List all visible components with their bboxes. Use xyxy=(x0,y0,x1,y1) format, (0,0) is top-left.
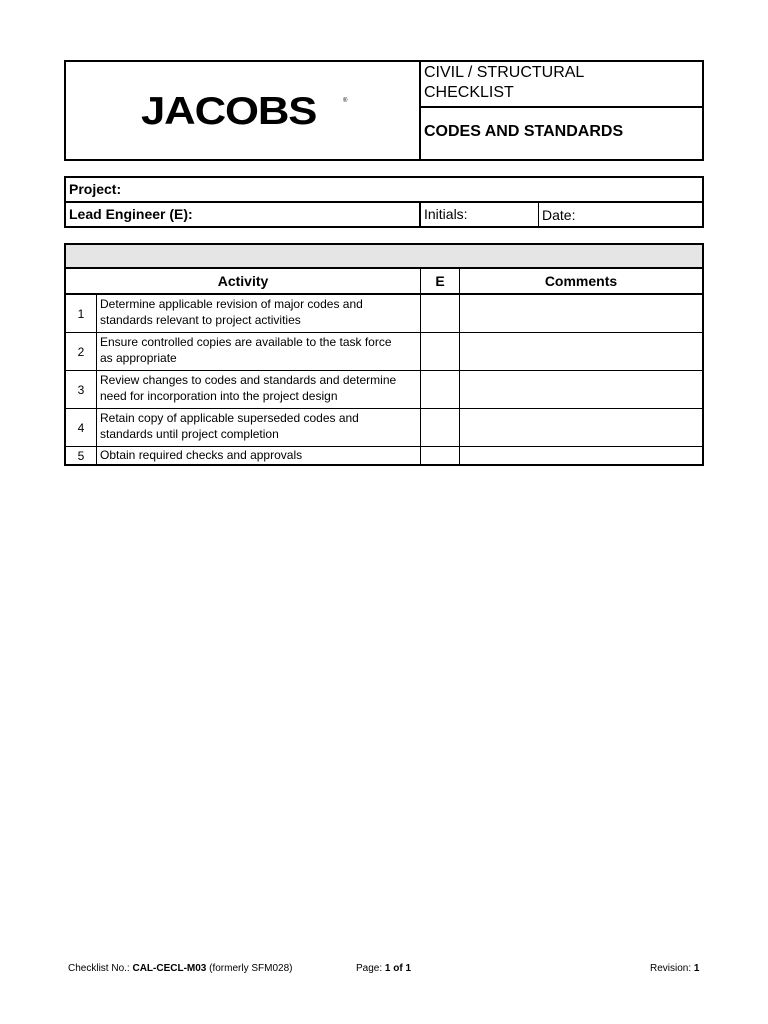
row-number: 3 xyxy=(66,371,97,408)
document-header xyxy=(64,60,704,161)
registered-mark: ® xyxy=(343,98,348,104)
engineer-check-cell[interactable] xyxy=(421,447,460,464)
column-header-activity: Activity xyxy=(66,269,421,295)
checklist-table xyxy=(64,243,704,466)
activity-text: Ensure controlled copies are available to the task force as appropriate xyxy=(97,333,421,370)
project-label: Project: xyxy=(69,181,122,197)
activity-text: Determine applicable revision of major codes and standards relevant to project activities xyxy=(97,295,421,332)
revision xyxy=(650,963,699,975)
activity-text: Obtain required checks and approvals xyxy=(97,447,421,464)
table-row xyxy=(66,447,702,464)
row-number: 1 xyxy=(66,295,97,332)
row-number: 4 xyxy=(66,409,97,446)
page-label: Page: xyxy=(356,963,383,974)
table-row xyxy=(66,371,702,409)
engineer-check-cell[interactable] xyxy=(421,333,460,370)
comments-cell[interactable] xyxy=(460,295,702,332)
document-type-line2: CHECKLIST xyxy=(424,84,514,101)
engineer-check-cell[interactable] xyxy=(421,371,460,408)
comments-cell[interactable] xyxy=(460,371,702,408)
revision-value: 1 xyxy=(693,963,700,974)
checklist-number xyxy=(68,963,293,975)
table-row xyxy=(66,295,702,333)
page-value: 1 of 1 xyxy=(384,963,412,974)
table-row xyxy=(66,409,702,447)
page-number xyxy=(356,963,411,975)
document-type-line1: CIVIL / STRUCTURAL xyxy=(424,64,585,81)
document-title: CODES AND STANDARDS xyxy=(424,123,624,140)
row-number: 2 xyxy=(66,333,97,370)
checklist-former-number: (formerly SFM028) xyxy=(209,963,293,974)
date-field[interactable] xyxy=(539,203,702,226)
project-info xyxy=(64,176,704,228)
lead-engineer-label: Lead Engineer (E): xyxy=(69,206,193,222)
date-label: Date: xyxy=(542,207,576,223)
engineer-check-cell[interactable] xyxy=(421,409,460,446)
table-header-band xyxy=(66,245,702,269)
activity-text: Review changes to codes and standards and determine need for incorporation into the project design xyxy=(97,371,421,408)
activity-text: Retain copy of applicable superseded codes and standards until project completion xyxy=(97,409,421,446)
revision-label: Revision: xyxy=(650,963,692,974)
checklist-number-value: CAL-CECL-M03 xyxy=(132,963,207,974)
company-logo: JACOBS xyxy=(141,90,317,133)
lead-engineer-field[interactable] xyxy=(66,203,421,226)
project-field[interactable] xyxy=(66,178,702,203)
engineer-check-cell[interactable] xyxy=(421,295,460,332)
column-header-comments: Comments xyxy=(460,269,702,295)
table-row xyxy=(66,333,702,371)
comments-cell[interactable] xyxy=(460,447,702,464)
row-number: 5 xyxy=(66,447,97,464)
comments-cell[interactable] xyxy=(460,333,702,370)
comments-cell[interactable] xyxy=(460,409,702,446)
column-header-e: E xyxy=(421,269,460,295)
checklist-number-label: Checklist No.: xyxy=(68,963,130,974)
initials-field[interactable] xyxy=(421,203,539,226)
initials-label: Initials: xyxy=(424,206,468,222)
document-type xyxy=(421,62,702,108)
logo-cell xyxy=(66,62,421,159)
